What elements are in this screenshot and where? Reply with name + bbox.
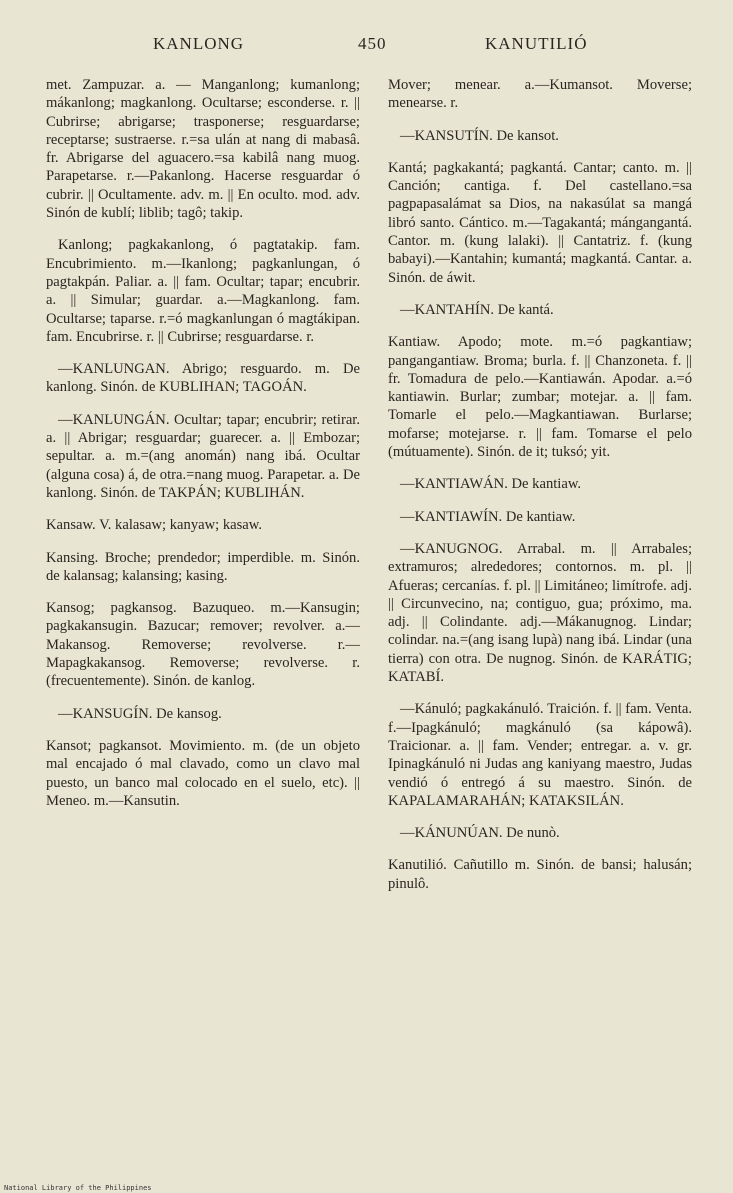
- entry-kansot: Kansot; pagkansot. Movimiento. m. (de un objeto mal encajado ó mal clavado, como un clavo mal puesto, un banco mal colocado en el suelo, etc). || Meneo. m.—Kansutin.: [46, 737, 360, 809]
- library-footer: National Library of the Philippines: [4, 1184, 152, 1192]
- header-right-guide-word: KANUTILIÓ: [485, 34, 588, 53]
- entry-kansaw: Kansaw. V. kalasaw; kanyaw; kasaw.: [46, 517, 263, 534]
- entry-kanutilio: Kanutilió. Cañutillo m. Sinón. de bansi; halusán; pinulô.: [388, 857, 692, 892]
- entry-kanulo: —Kánuló; pagkakánuló. Traición. f. || fam. Venta. f.—Ipagkánuló; magkánuló (sa kápowâ). Traicionar. a. || fam. Vender; entregar. a. v. gr. Ipinagkánuló ni Judas ang kaniyang maestro, Judas vendió ó entregó á su maestro. Sinón. de KAPALAMARAHÁN; KATAKSILÁN.: [388, 701, 692, 809]
- page-number: 450: [358, 34, 387, 53]
- entry-kantahin: —KANTAHÍN. De kantá.: [400, 301, 554, 318]
- entry-kanunuan: —KÁNUNÚAN. De nunò.: [400, 825, 560, 842]
- entry-kanta: Kantá; pagkakantá; pagkantá. Cantar; canto. m. || Canción; cantiga. f. Del castellano.=sa pagpapasalámat sa Dios, na nakasúlat sa mangá libró santo. Cántico. m.—Tagakantá; mángangantá. Cantor. m. (kung lalaki). || Cantatriz. f. (kung babayi).—Kantahin; kumantá; magkantá. Cantar. a. Sinón. de áwit.: [388, 159, 692, 286]
- entry-kantiaw: Kantiaw. Apodo; mote. m.=ó pagkantiaw; pangangantiaw. Broma; burla. f. || Chanzoneta. f. || fr. Tomadura de pelo.—Kantiawán. Apodar. a.=ó kantiawin. Burlar; zumbar; motejar. a. || fam. Tomarle el pelo.—Magkantiawan. Burlarse; mofarse; motejarse. r. || fam. Tomarse el pelo (mútuamente). Sinón. de it; tuksó; yit.: [388, 334, 692, 461]
- entry-kansugin: —KANSUGÍN. De kansog.: [58, 705, 222, 722]
- left-column: [46, 76, 360, 824]
- entry-kansutin: —KANSUTÍN. De kansot.: [400, 127, 559, 144]
- entry-text: met. Zampuzar. a. — Manganlong; kumanlong; mákanlong; magkanlong. Ocultarse; esconderse. r. || Cubrirse; abrigarse; trasponerse; resguardarse; receptarse; sustraerse. r.=sa ulán at nang di mabasâ. fr. Abrigarse del aguacero.=sa kabilâ nang muog. Parapetarse. r.—Pakanlong. Hacerse resguardar ó cubrir. || Ocultamente. adv. m. || En oculto. mod. adv. Sinón de kublí; liblib; tagô; takip.: [46, 77, 360, 222]
- entry-kansog: Kansog; pagkansog. Bazuqueo. m.—Kansugin; pagkakansugin. Bazucar; remover; revolver. a.—Makansog. Removerse; revolverse. r.—Mapagkakansog. Removerse; revolverse. r. (frecuentemente). Sinón. de kanlog.: [46, 600, 360, 690]
- entry-kanlungan: —KANLUNGAN. Abrigo; resguardo. m. De kanlong. Sinón. de KUBLIHAN; TAGOÁN.: [46, 361, 360, 396]
- header-left-guide-word: KANLONG: [153, 34, 245, 53]
- right-column: [388, 76, 692, 907]
- entry-kanlong: Kanlong; pagkakanlong, ó pagtatakip. fam. Encubrimiento. m.—Ikanlong; pagkanlungan, ó pagtakpán. Paliar. a. || fam. Ocultar; tapar; encubrir. a. || Simular; guardar. a.—Magkanlong. fam. Ocultarse; taparse. r.=ó magkanlungan ó magtákipan. fam. Encubrirse. r. || Cubrirse; resguardarse. r.: [46, 237, 360, 345]
- running-header: [0, 34, 733, 58]
- entry-kantiawan: —KANTIAWÁN. De kantiaw.: [400, 476, 582, 493]
- entry-text: Mover; menear. a.—Kumansot. Moverse; menearse. r.: [388, 77, 692, 112]
- entry-kanlungan-verb: —KANLUNGÁN. Ocultar; tapar; encubrir; retirar. a. || Abrigar; resguardar; guarecer. a. || Embozar; sepultar. a. m.=(ang anomán) nang ibá. Ocultar (alguna cosa) á, de otra.=nang muog. Parapetar. a. De kanlong. Sinón. de TAKPÁN; KUBLIHÁN.: [46, 411, 360, 501]
- entry-kanugnog: —KANUGNOG. Arrabal. m. || Arrabales; extramuros; alrededores; contornos. m. pl. || Afueras; cercanías. f. pl. || Limitáneo; limítrofe. adj. || Circunvecino, na; contiguo, gua; próximo, ma. adj. || Colindante. adj.—Mákanugnog. Lindar; colindar. na.=(ang isang lupà) nang ibá. Lindar (una tierra) con otra. De nugnog. Sinón. de KARÁTIG; KATABÍ.: [388, 540, 692, 686]
- entry-kansing: Kansing. Broche; prendedor; imperdible. m. Sinón. de kalansag; kalansing; kasing.: [46, 549, 360, 584]
- entry-kantiawin: —KANTIAWÍN. De kantiaw.: [400, 508, 576, 525]
